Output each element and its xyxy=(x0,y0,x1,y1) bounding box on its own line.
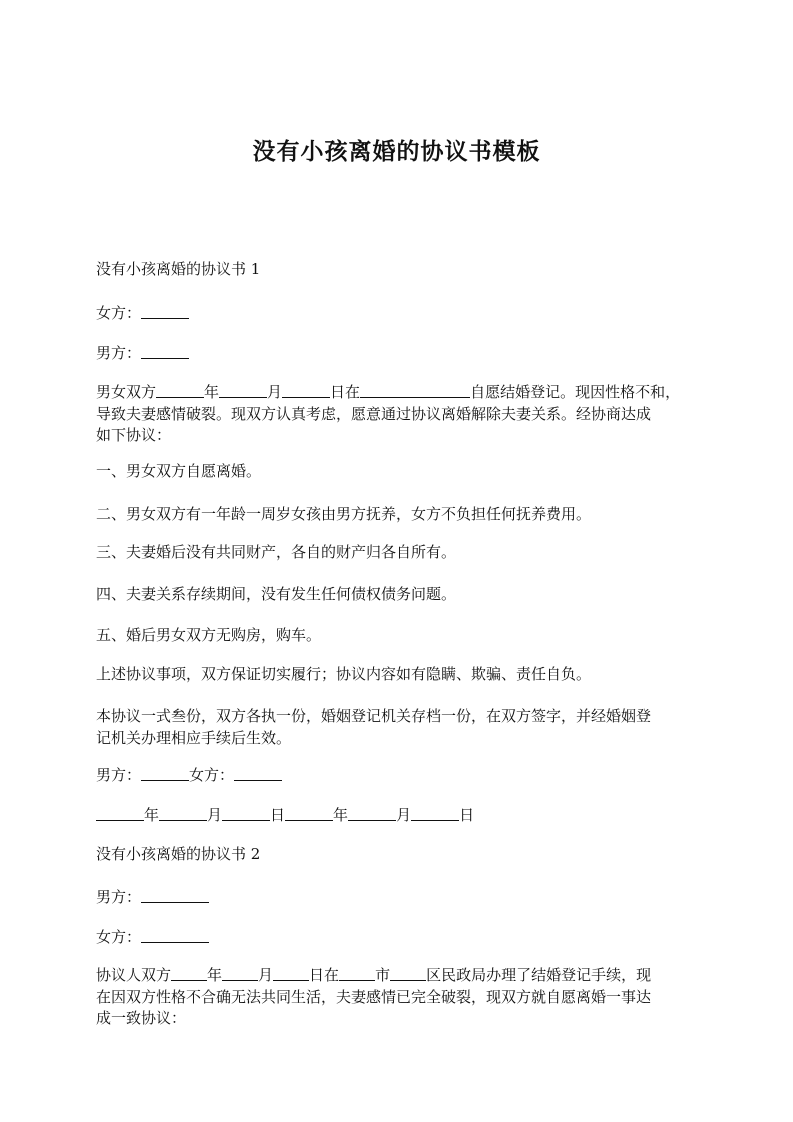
sign-wife-label: 女方： xyxy=(189,766,235,784)
date2-month-blank xyxy=(348,806,396,821)
wife-field-row xyxy=(96,303,700,325)
sec2-rest-text: 区民政局办理了结婚登记手续，现 xyxy=(426,966,652,984)
sec2-husband-row xyxy=(96,887,700,909)
copies-paragraph xyxy=(96,706,700,749)
sec2-day-blank xyxy=(273,966,309,981)
year-text: 年 xyxy=(204,383,220,401)
husband-name-blank xyxy=(141,344,189,359)
agreement-item-3: 三、夫妻婚后没有共同财产，各自的财产归各自所有。 xyxy=(96,543,457,561)
sec2-year-blank xyxy=(171,966,207,981)
sec2-line-3: 成一致协议： xyxy=(96,1009,187,1027)
date1-year-blank xyxy=(96,806,144,821)
sec2-husband-label: 男方： xyxy=(96,888,142,906)
sec2-intro-paragraph xyxy=(96,965,700,1030)
day-text: 日在 xyxy=(330,383,361,401)
date2-year-blank xyxy=(285,806,333,821)
marriage-month-blank xyxy=(219,383,267,398)
intro-line-2: 导致夫妻感情破裂。现双方认真考虑，愿意通过协议离婚解除夫妻关系。经协商达成 xyxy=(96,404,652,423)
date1-day-blank xyxy=(222,806,270,821)
sign-husband-blank xyxy=(141,766,189,781)
sec2-wife-blank xyxy=(141,928,209,943)
date1-year-text: 年 xyxy=(144,806,160,824)
sec2-husband-blank xyxy=(141,888,209,903)
sign-husband-label: 男方： xyxy=(96,766,142,784)
sec2-month-blank xyxy=(222,966,258,981)
sec2-day-text: 日在 xyxy=(309,966,340,984)
copies-line-1: 本协议一式叁份，双方各执一份，婚姻登记机关存档一份，在双方签字，并经婚姻登 xyxy=(96,707,652,725)
sec2-wife-label: 女方： xyxy=(96,928,142,946)
sec2-city-text: 市 xyxy=(375,966,391,984)
signature-date-row xyxy=(96,805,700,827)
sec2-year-text: 年 xyxy=(207,966,223,984)
document-title: 没有小孩离婚的协议书模板 xyxy=(252,139,541,165)
sec2-intro-text: 协议人双方 xyxy=(96,966,172,984)
marriage-intro-paragraph xyxy=(96,382,700,447)
agreement-item-4: 四、夫妻关系存续期间，没有发生任何债权债务问题。 xyxy=(96,585,457,603)
wife-label: 女方： xyxy=(96,304,142,322)
section-2-heading: 没有小孩离婚的协议书 2 xyxy=(96,845,261,863)
husband-label: 男方： xyxy=(96,344,142,362)
wife-name-blank xyxy=(141,304,189,319)
marriage-year-blank xyxy=(156,383,204,398)
signature-row xyxy=(96,765,700,787)
agreement-item-1: 一、男女双方自愿离婚。 xyxy=(96,462,262,480)
month-text: 月 xyxy=(267,383,283,401)
date2-day-text: 日 xyxy=(459,806,475,824)
sec2-line-2: 在因双方性格不合确无法共同生活，夫妻感情已完全破裂，现双方就自愿离婚一事达 xyxy=(96,987,652,1006)
sec2-city-blank xyxy=(339,966,375,981)
intro-rest-text: 自愿结婚登记。现因性格不和， xyxy=(470,383,681,401)
date1-month-blank xyxy=(159,806,207,821)
guarantee-paragraph: 上述协议事项，双方保证切实履行；协议内容如有隐瞒、欺骗、责任自负。 xyxy=(96,665,592,683)
intro-line-3: 如下协议： xyxy=(96,426,172,444)
intro-text: 男女双方 xyxy=(96,383,157,401)
date2-month-text: 月 xyxy=(396,806,412,824)
agreement-item-2: 二、男女双方有一年龄一周岁女孩由男方抚养，女方不负担任何抚养费用。 xyxy=(96,505,592,523)
sec2-wife-row xyxy=(96,927,700,949)
sign-wife-blank xyxy=(234,766,282,781)
sec2-district-blank xyxy=(390,966,426,981)
husband-field-row xyxy=(96,343,700,365)
date1-day-text: 日 xyxy=(270,806,286,824)
date2-year-text: 年 xyxy=(333,806,349,824)
agreement-item-5: 五、婚后男女双方无购房，购车。 xyxy=(96,626,322,644)
date1-month-text: 月 xyxy=(207,806,223,824)
section-1-heading: 没有小孩离婚的协议书 1 xyxy=(96,260,261,278)
registration-place-blank xyxy=(360,383,470,398)
marriage-day-blank xyxy=(282,383,330,398)
date2-day-blank xyxy=(411,806,459,821)
sec2-month-text: 月 xyxy=(258,966,274,984)
copies-line-2: 记机关办理相应手续后生效。 xyxy=(96,728,292,747)
